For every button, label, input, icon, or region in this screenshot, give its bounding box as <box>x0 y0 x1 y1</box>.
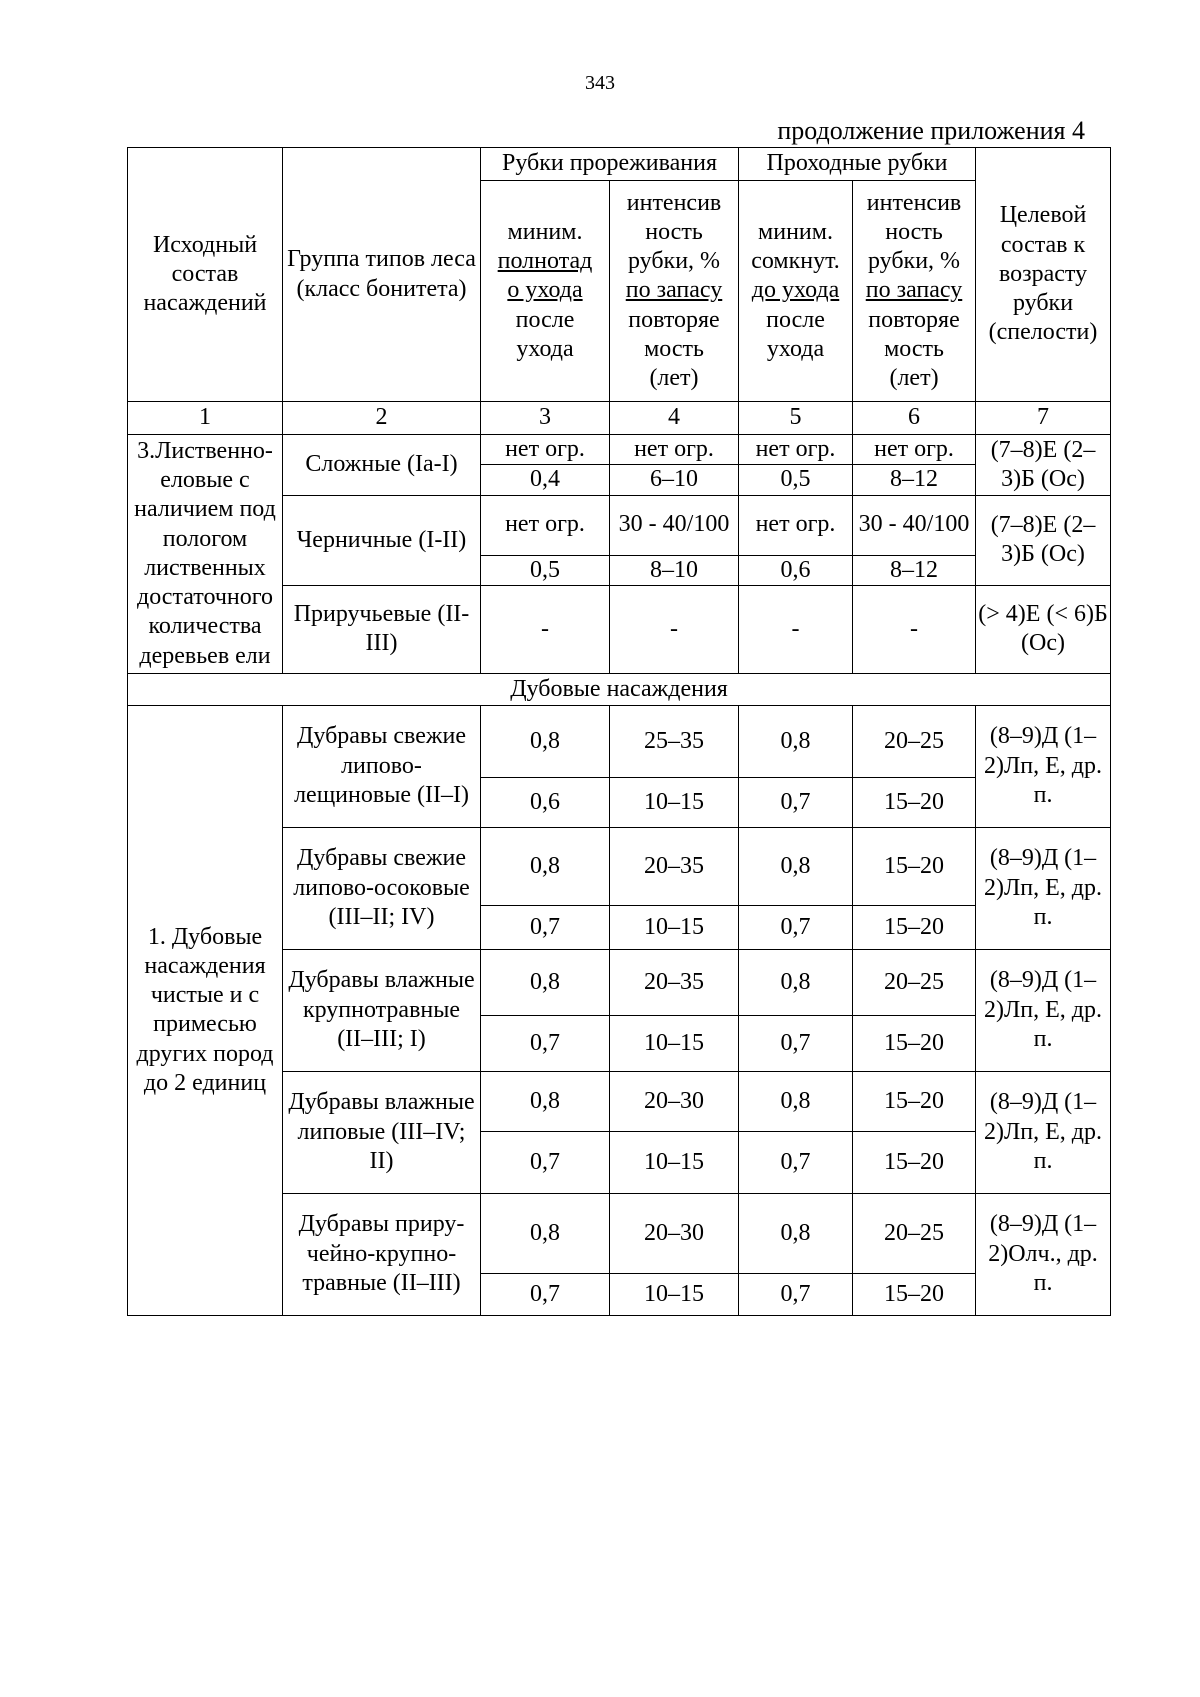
table-cell: 0,7 <box>739 1273 853 1315</box>
header-intensity-thinning: интенсив ность рубки, % по запасу повторяе мость (лет) <box>610 181 739 402</box>
target-composition-cell: (8–9)Д (1–2)Лп, Е, др. п. <box>976 1071 1111 1193</box>
header-min-closure: миним. сомкнут. до ухода после ухода <box>739 181 853 402</box>
table-cell: нет огр. <box>853 435 976 465</box>
table-cell: - <box>481 585 610 673</box>
column-number: 2 <box>283 402 481 435</box>
table-cell: 30 - 40/100 <box>853 495 976 555</box>
table-cell: 15–20 <box>853 905 976 949</box>
table-cell: 0,8 <box>739 705 853 777</box>
table-cell: 15–20 <box>853 1071 976 1131</box>
table-cell: 0,8 <box>481 705 610 777</box>
table-cell: 25–35 <box>610 705 739 777</box>
target-composition-cell: (7–8)Е (2–3)Б (Ос) <box>976 435 1111 496</box>
table-cell: 0,7 <box>739 777 853 827</box>
table-cell: 0,6 <box>739 555 853 585</box>
target-composition-cell: (8–9)Д (1–2)Лп, Е, др. п. <box>976 827 1111 949</box>
table-cell: 6–10 <box>610 465 739 495</box>
table-cell: нет огр. <box>481 435 610 465</box>
table-cell: 0,8 <box>739 827 853 905</box>
forest-type-group-cell: Приручьевые (II-III) <box>283 585 481 673</box>
section-title: Дубовые насаждения <box>128 673 1111 705</box>
table-cell: 20–35 <box>610 949 739 1015</box>
table-cell: нет огр. <box>610 435 739 465</box>
table-cell: 0,7 <box>739 1131 853 1193</box>
table-cell: 10–15 <box>610 905 739 949</box>
table-cell: - <box>853 585 976 673</box>
target-composition-cell: (8–9)Д (1–2)Лп, Е, др. п. <box>976 949 1111 1071</box>
forest-type-group-cell: Сложные (Iа-I) <box>283 435 481 496</box>
continuation-label: продолжение приложения 4 <box>777 116 1085 145</box>
forest-type-group-cell: Дубравы свежие липово-осоковые (III–II; IV) <box>283 827 481 949</box>
table-cell: 20–25 <box>853 1193 976 1273</box>
table-cell: - <box>610 585 739 673</box>
table-cell: 10–15 <box>610 1015 739 1071</box>
table-cell: 20–25 <box>853 949 976 1015</box>
table-cell: 0,8 <box>739 1193 853 1273</box>
header-min-density: миним. полнотад о ухода после ухода <box>481 181 610 402</box>
header-forest-type-group: Группа типов леса (класс бонитета) <box>283 148 481 402</box>
table-cell: 15–20 <box>853 1273 976 1315</box>
table-cell: 30 - 40/100 <box>610 495 739 555</box>
forest-type-group-cell: Дубравы свежие липово-лещиновые (II–I) <box>283 705 481 827</box>
source-composition-cell: 1. Дубовые насаждения чистые и с примесью других пород до 2 единиц <box>128 705 283 1315</box>
table-cell: 15–20 <box>853 1131 976 1193</box>
header-intensity-passage: интенсив ность рубки, % по запасу повторяе мость (лет) <box>853 181 976 402</box>
target-composition-cell: (7–8)Е (2–3)Б (Ос) <box>976 495 1111 585</box>
table-cell: 8–12 <box>853 465 976 495</box>
table-cell: 0,7 <box>739 1015 853 1071</box>
column-number: 3 <box>481 402 610 435</box>
page-number: 343 <box>585 72 615 94</box>
table-cell: 15–20 <box>853 827 976 905</box>
table-cell: 20–30 <box>610 1193 739 1273</box>
table-cell: 20–25 <box>853 705 976 777</box>
column-number: 7 <box>976 402 1111 435</box>
table-cell: 15–20 <box>853 1015 976 1071</box>
forest-type-group-cell: Дубравы влажные липовые (III–IV; II) <box>283 1071 481 1193</box>
table-cell: 20–35 <box>610 827 739 905</box>
header-passage-cutting: Проходные рубки <box>739 148 976 181</box>
table-cell: - <box>739 585 853 673</box>
table-cell: 0,8 <box>481 1071 610 1131</box>
table-cell: 0,5 <box>739 465 853 495</box>
table-cell: 0,8 <box>481 949 610 1015</box>
header-target-composition: Целевой состав к возрасту рубки (спелости) <box>976 148 1111 402</box>
target-composition-cell: (> 4)Е (< 6)Б (Ос) <box>976 585 1111 673</box>
table-cell: 0,8 <box>739 1071 853 1131</box>
table-cell: 0,4 <box>481 465 610 495</box>
header-thinning: Рубки прореживания <box>481 148 739 181</box>
column-number: 6 <box>853 402 976 435</box>
forest-type-group-cell: Дубравы влажные крупнотравные (II–III; I) <box>283 949 481 1071</box>
table-cell: 10–15 <box>610 777 739 827</box>
table-cell: 8–12 <box>853 555 976 585</box>
column-number: 4 <box>610 402 739 435</box>
column-number: 5 <box>739 402 853 435</box>
table-cell: 0,7 <box>739 905 853 949</box>
table-cell: нет огр. <box>739 435 853 465</box>
table-cell: 0,5 <box>481 555 610 585</box>
table-cell: 0,8 <box>739 949 853 1015</box>
forestry-table <box>127 147 1111 1316</box>
header-source-composition: Исходный состав насаждений <box>128 148 283 402</box>
table-cell: 15–20 <box>853 777 976 827</box>
table-cell: нет огр. <box>481 495 610 555</box>
table-cell: 0,7 <box>481 1015 610 1071</box>
column-number: 1 <box>128 402 283 435</box>
forest-type-group-cell: Черничные (I-II) <box>283 495 481 585</box>
table-cell: нет огр. <box>739 495 853 555</box>
target-composition-cell: (8–9)Д (1–2)Олч., др. п. <box>976 1193 1111 1315</box>
table-cell: 0,8 <box>481 827 610 905</box>
source-composition-cell: 3.Лиственно-еловые с наличием под пологом лиственных достаточного количества деревьев ели <box>128 435 283 674</box>
target-composition-cell: (8–9)Д (1–2)Лп, Е, др. п. <box>976 705 1111 827</box>
table-cell: 8–10 <box>610 555 739 585</box>
table-cell: 0,7 <box>481 905 610 949</box>
table-cell: 20–30 <box>610 1071 739 1131</box>
table-cell: 0,8 <box>481 1193 610 1273</box>
table-cell: 10–15 <box>610 1273 739 1315</box>
table-cell: 0,7 <box>481 1273 610 1315</box>
table-cell: 0,6 <box>481 777 610 827</box>
table-cell: 0,7 <box>481 1131 610 1193</box>
table-cell: 10–15 <box>610 1131 739 1193</box>
forest-type-group-cell: Дубравы приру-чейно-крупно-травные (II–III) <box>283 1193 481 1315</box>
